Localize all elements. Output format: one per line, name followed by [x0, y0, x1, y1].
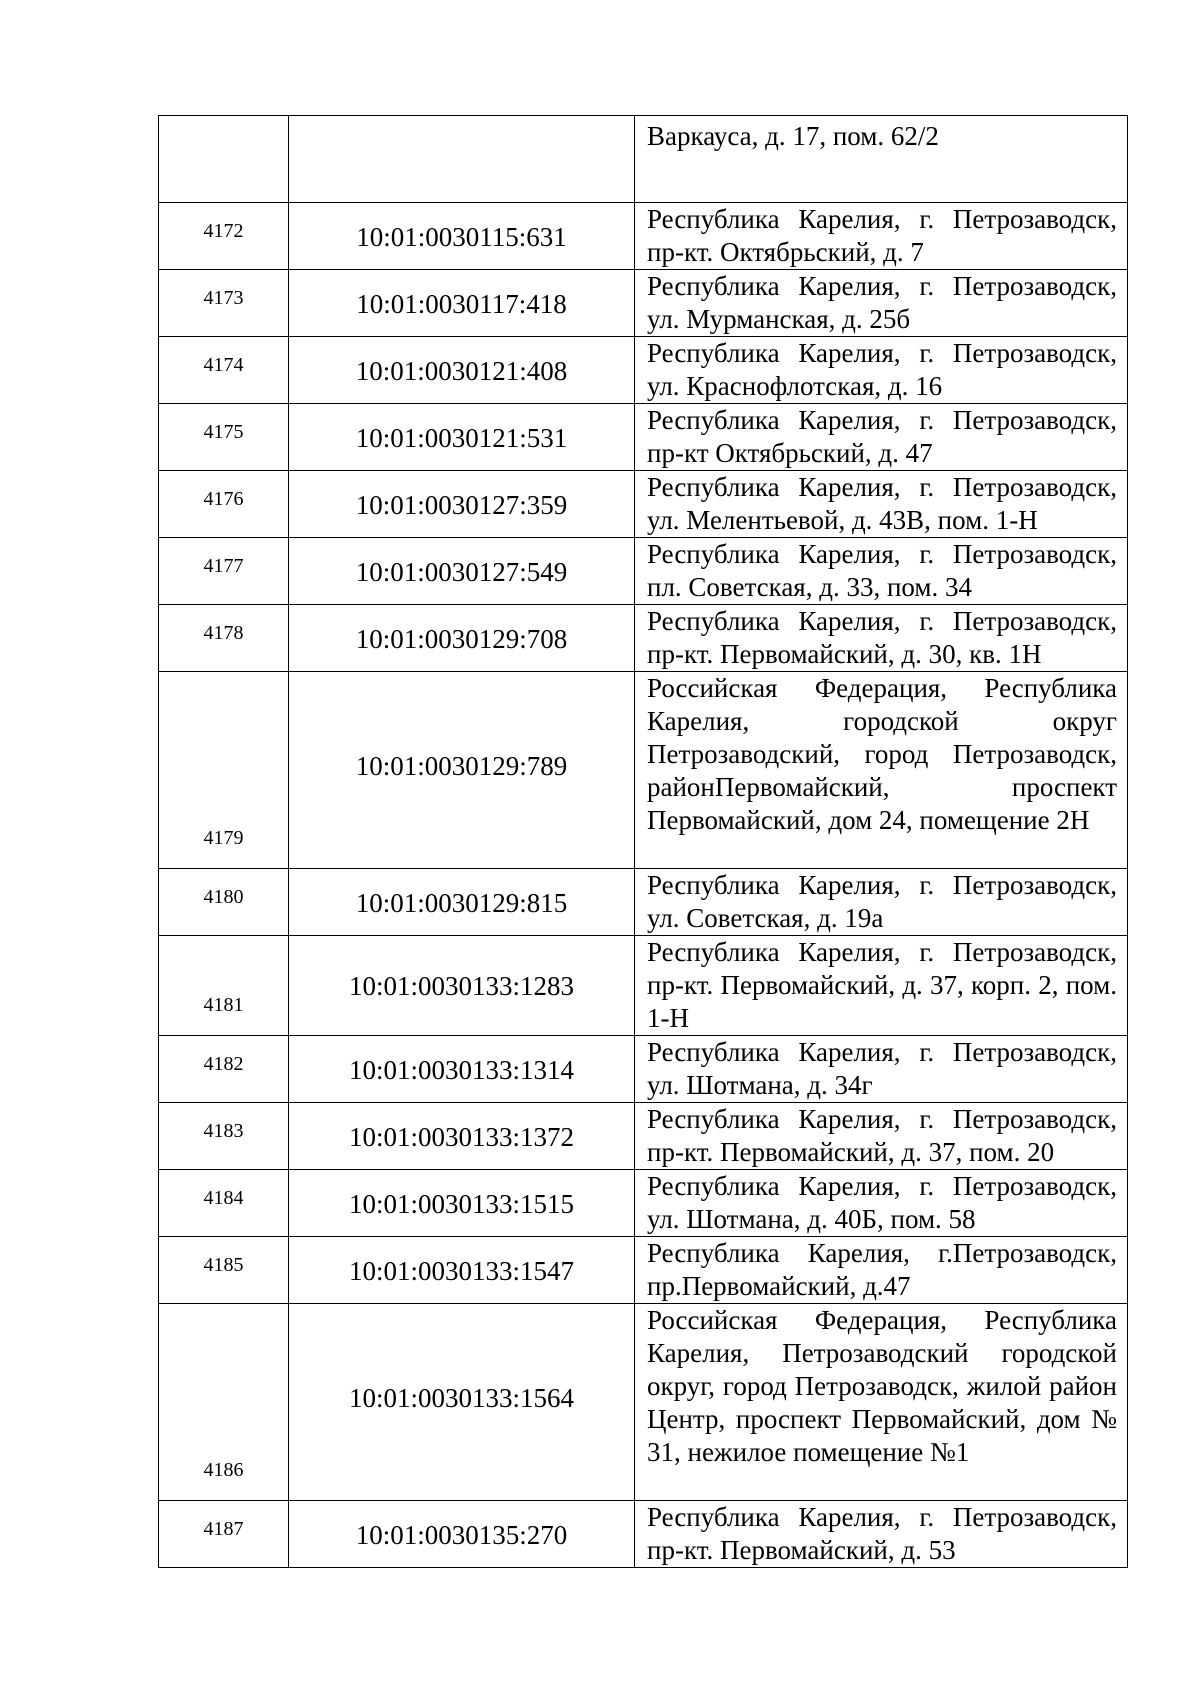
property-registry-table	[158, 115, 1128, 1568]
row-number-cell	[159, 116, 289, 203]
address-cell: Республика Карелия, г. Петрозаводск, ул. Советская, д. 19а	[635, 869, 1128, 936]
address-cell: Республика Карелия, г. Петрозаводск, ул. Мурманская, д. 25б	[635, 270, 1128, 337]
address-cell: Республика Карелия, г.Петрозаводск, пр.Первомайский, д.47	[635, 1237, 1128, 1304]
table-row	[159, 936, 1128, 1036]
row-number-cell: 4180	[159, 869, 289, 936]
address-cell: Российская Федерация, Республика Карелия, Петрозаводский городской округ, город Петрозаводск, жилой район Центр, проспект Первомайский, дом № 31, нежилое помещение №1	[635, 1304, 1128, 1501]
cadastral-number-cell: 10:01:0030127:359	[289, 471, 635, 538]
cadastral-number-cell: 10:01:0030133:1372	[289, 1103, 635, 1170]
cadastral-number-cell: 10:01:0030129:815	[289, 869, 635, 936]
table-row	[159, 203, 1128, 270]
address-cell: Республика Карелия, г. Петрозаводск, пр-кт. Октябрьский, д. 7	[635, 203, 1128, 270]
table-row	[159, 1170, 1128, 1237]
cadastral-number-cell: 10:01:0030129:708	[289, 605, 635, 672]
cadastral-number-cell: 10:01:0030133:1314	[289, 1036, 635, 1103]
cadastral-number-cell: 10:01:0030135:270	[289, 1501, 635, 1568]
cadastral-number-cell: 10:01:0030133:1547	[289, 1237, 635, 1304]
row-number-cell: 4184	[159, 1170, 289, 1237]
address-cell: Республика Карелия, г. Петрозаводск, ул. Мелентьевой, д. 43В, пом. 1-Н	[635, 471, 1128, 538]
row-number-cell: 4175	[159, 404, 289, 471]
cadastral-number-cell: 10:01:0030133:1283	[289, 936, 635, 1036]
cadastral-number-cell: 10:01:0030133:1564	[289, 1304, 635, 1501]
cadastral-number-cell: 10:01:0030133:1515	[289, 1170, 635, 1237]
table-row	[159, 672, 1128, 869]
cadastral-number-cell: 10:01:0030121:531	[289, 404, 635, 471]
table-row	[159, 337, 1128, 404]
row-number-cell: 4176	[159, 471, 289, 538]
row-number-cell: 4172	[159, 203, 289, 270]
table-row	[159, 1036, 1128, 1103]
row-number-cell: 4185	[159, 1237, 289, 1304]
table-row	[159, 404, 1128, 471]
address-cell: Республика Карелия, г. Петрозаводск, ул. Шотмана, д. 34г	[635, 1036, 1128, 1103]
cadastral-number-cell: 10:01:0030121:408	[289, 337, 635, 404]
cadastral-number-cell: 10:01:0030117:418	[289, 270, 635, 337]
row-number-cell: 4183	[159, 1103, 289, 1170]
table-row	[159, 869, 1128, 936]
cadastral-number-cell	[289, 116, 635, 203]
row-number-cell: 4179	[159, 672, 289, 869]
cadastral-number-cell: 10:01:0030115:631	[289, 203, 635, 270]
address-cell: Российская Федерация, Республика Карелия, городской округ Петрозаводский, город Петрозаводск, районПервомайский, проспект Первомайский, дом 24, помещение 2Н	[635, 672, 1128, 869]
row-number-cell: 4181	[159, 936, 289, 1036]
table-row	[159, 605, 1128, 672]
row-number-cell: 4174	[159, 337, 289, 404]
row-number-cell: 4182	[159, 1036, 289, 1103]
address-cell: Республика Карелия, г. Петрозаводск, пр-кт. Первомайский, д. 37, корп. 2, пом. 1-Н	[635, 936, 1128, 1036]
table-row	[159, 538, 1128, 605]
address-cell: Республика Карелия, г. Петрозаводск, пр-кт. Первомайский, д. 53	[635, 1501, 1128, 1568]
address-cell: Республика Карелия, г. Петрозаводск, пл. Советская, д. 33, пом. 34	[635, 538, 1128, 605]
table-row	[159, 1501, 1128, 1568]
table-row	[159, 471, 1128, 538]
table-row	[159, 1237, 1128, 1304]
table-row	[159, 1304, 1128, 1501]
table-row	[159, 116, 1128, 203]
address-cell: Республика Карелия, г. Петрозаводск, пр-кт Октябрьский, д. 47	[635, 404, 1128, 471]
table-row	[159, 1103, 1128, 1170]
address-cell: Республика Карелия, г. Петрозаводск, пр-кт. Первомайский, д. 30, кв. 1Н	[635, 605, 1128, 672]
row-number-cell: 4187	[159, 1501, 289, 1568]
row-number-cell: 4186	[159, 1304, 289, 1501]
cadastral-number-cell: 10:01:0030127:549	[289, 538, 635, 605]
address-cell: Варкауса, д. 17, пом. 62/2	[635, 116, 1128, 203]
row-number-cell: 4177	[159, 538, 289, 605]
address-cell: Республика Карелия, г. Петрозаводск, ул. Краснофлотская, д. 16	[635, 337, 1128, 404]
address-cell: Республика Карелия, г. Петрозаводск, пр-кт. Первомайский, д. 37, пом. 20	[635, 1103, 1128, 1170]
table-row	[159, 270, 1128, 337]
row-number-cell: 4173	[159, 270, 289, 337]
address-cell: Республика Карелия, г. Петрозаводск, ул. Шотмана, д. 40Б, пом. 58	[635, 1170, 1128, 1237]
row-number-cell: 4178	[159, 605, 289, 672]
cadastral-number-cell: 10:01:0030129:789	[289, 672, 635, 869]
